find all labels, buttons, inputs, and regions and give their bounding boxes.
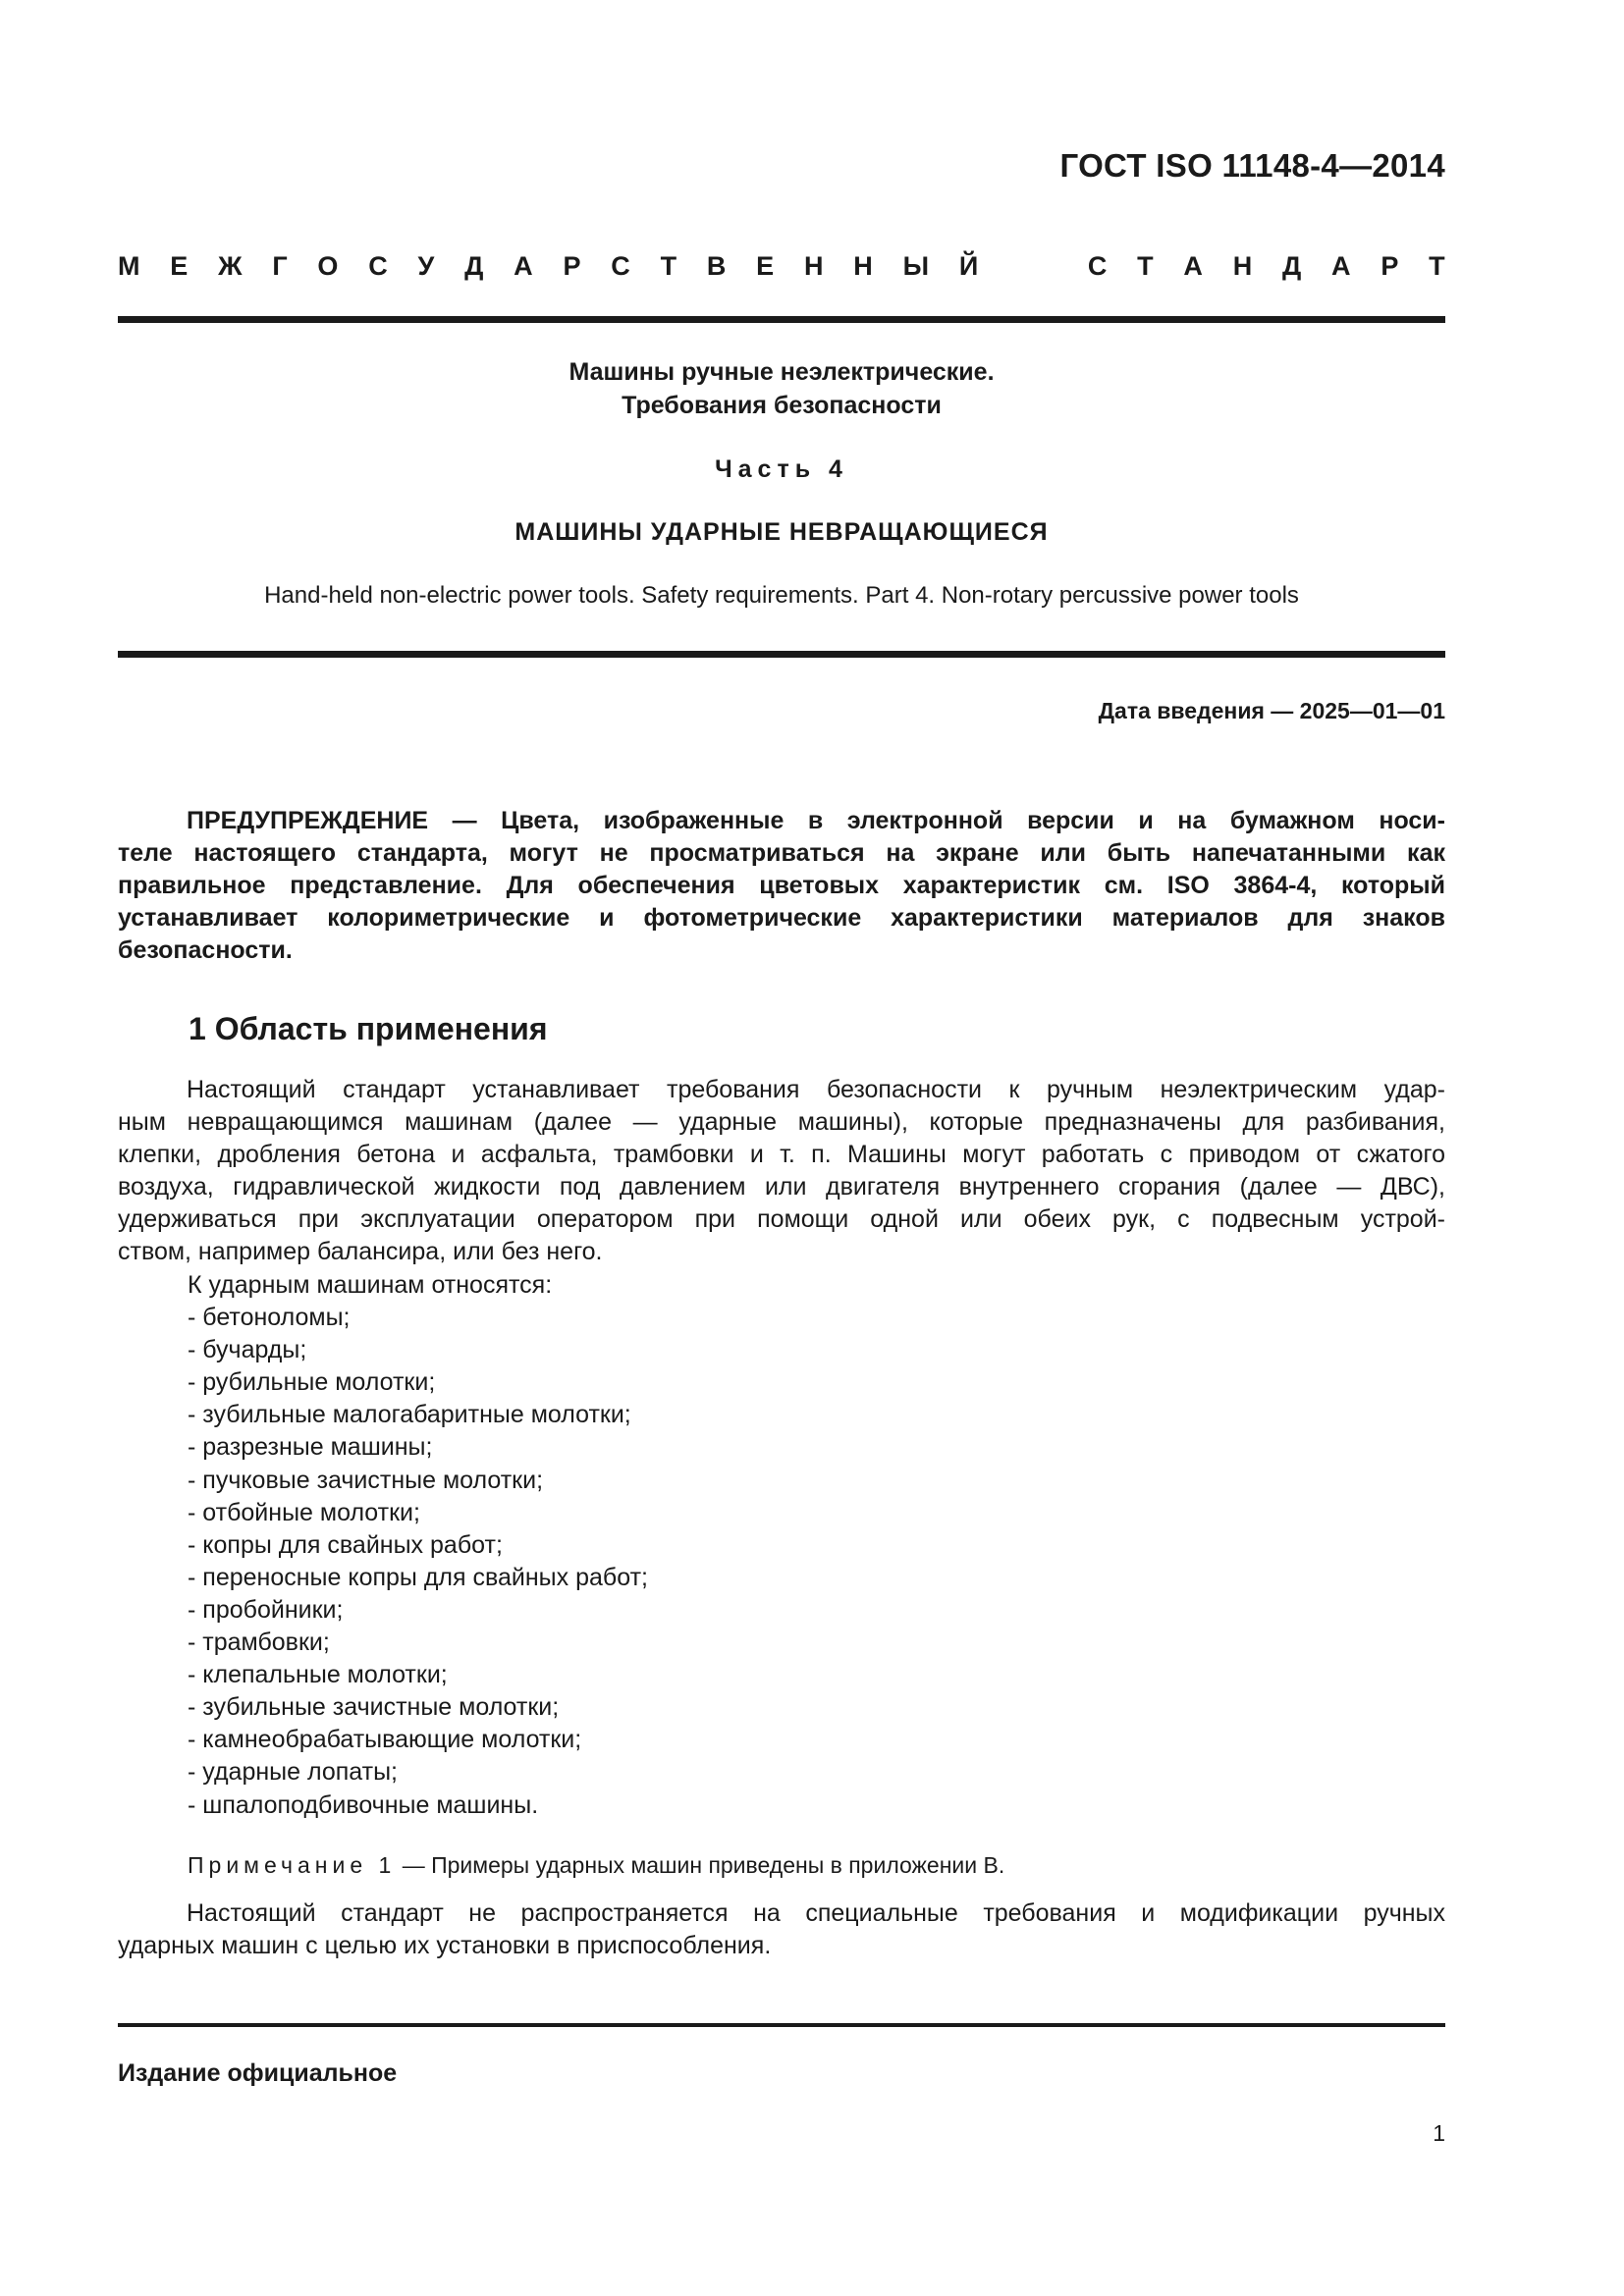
standard-banner bbox=[118, 251, 1445, 282]
scope-line: Настоящий стандарт устанавливает требования безопасности к ручным неэлектрическим удар- bbox=[187, 1076, 1445, 1103]
scope-line: ным невращающимся машинам (далее — ударные машины), которые предназначены для разбивания, bbox=[118, 1108, 1445, 1136]
document-code: ГОСТ ISO 11148-4—2014 bbox=[1059, 147, 1445, 184]
banner-letter: Т bbox=[1429, 251, 1445, 281]
list-item: - трамбовки; bbox=[188, 1627, 648, 1659]
list-item: - пучковые зачистные молотки; bbox=[188, 1465, 648, 1497]
banner-letter: Е bbox=[170, 251, 189, 281]
list-item: - копры для свайных работ; bbox=[188, 1529, 648, 1562]
exclusion-paragraph bbox=[118, 1897, 1445, 1962]
list-item: - зубильные зачистные молотки; bbox=[188, 1691, 648, 1724]
list-item: - пробойники; bbox=[188, 1594, 648, 1627]
page-number: 1 bbox=[1433, 2120, 1445, 2146]
banner-letter: А bbox=[514, 251, 533, 281]
banner-letter: Р bbox=[1380, 251, 1399, 281]
title-rule bbox=[118, 651, 1445, 658]
banner-letter: С bbox=[368, 251, 388, 281]
banner-letter: С bbox=[611, 251, 630, 281]
footer-rule bbox=[118, 2023, 1445, 2027]
title-line-2: Требования безопасности bbox=[622, 392, 942, 419]
banner-letter: Н bbox=[803, 251, 824, 281]
list-item: - зубильные малогабаритные молотки; bbox=[188, 1399, 648, 1431]
banner-letter: Н bbox=[853, 251, 873, 281]
scope-line: воздуха, гидравлической жидкости под давлением или двигателя внутреннего сгорания (далее — ДВС), bbox=[118, 1173, 1445, 1201]
banner-letter: Д bbox=[1282, 251, 1302, 281]
banner-letter: В bbox=[706, 251, 727, 281]
warning-line: ПРЕДУПРЕЖДЕНИЕ — Цвета, изображенные в электронной версии и на бумажном носи- bbox=[187, 807, 1445, 834]
banner-letter: Ы bbox=[902, 251, 930, 281]
note-label: Примечание 1 bbox=[188, 1852, 397, 1878]
title-line-1: Машины ручные неэлектрические. bbox=[568, 358, 995, 386]
scope-line: ством, например балансира, или без него. bbox=[118, 1238, 603, 1265]
banner-letter: Ж bbox=[218, 251, 243, 281]
list-item: - бетоноломы; bbox=[188, 1302, 648, 1334]
banner-gap bbox=[1008, 251, 1057, 282]
scope-line: удерживаться при эксплуатации оператором при помощи одной или обеих рук, с подвесным устрой- bbox=[118, 1205, 1445, 1233]
english-title: Hand-held non-electric power tools. Safety requirements. Part 4. Non-rotary percussive power tools bbox=[264, 582, 1299, 609]
list-item: - рубильные молотки; bbox=[188, 1366, 648, 1399]
warning-line: устанавливает колориметрические и фотометрические характеристики материалов для знаков bbox=[118, 904, 1445, 932]
banner-letter: Р bbox=[563, 251, 581, 281]
note-1 bbox=[188, 1852, 1004, 1879]
banner-letter: С bbox=[1087, 251, 1108, 281]
banner-letter: М bbox=[118, 251, 140, 281]
banner-letter: Е bbox=[756, 251, 775, 281]
banner-letter: Т bbox=[1137, 251, 1154, 281]
machine-list bbox=[188, 1302, 648, 1822]
scope-paragraph bbox=[118, 1074, 1445, 1268]
part-label: Часть 4 bbox=[715, 455, 848, 483]
list-item: - переносные копры для свайных работ; bbox=[188, 1562, 648, 1594]
machine-list-block bbox=[188, 1269, 648, 1822]
exclusion-line: ударных машин с целью их установки в приспособления. bbox=[118, 1932, 772, 1959]
list-item: - бучарды; bbox=[188, 1334, 648, 1366]
part-subtitle: МАШИНЫ УДАРНЫЕ НЕВРАЩАЮЩИЕСЯ bbox=[514, 518, 1049, 546]
list-intro: К ударным машинам относятся: bbox=[188, 1271, 553, 1299]
list-item: - отбойные молотки; bbox=[188, 1497, 648, 1529]
warning-line: теле настоящего стандарта, могут не просматриваться на экране или быть напечатанными как bbox=[118, 839, 1445, 867]
banner-letter: У bbox=[417, 251, 435, 281]
list-item: - ударные лопаты; bbox=[188, 1756, 648, 1789]
exclusion-line: Настоящий стандарт не распространяется на специальные требования и модификации ручных bbox=[187, 1899, 1445, 1927]
official-edition-label: Издание официальное bbox=[118, 2059, 398, 2087]
warning-line: правильное представление. Для обеспечения цветовых характеристик см. ISO 3864-4, который bbox=[118, 872, 1445, 899]
list-item: - шпалоподбивочные машины. bbox=[188, 1789, 648, 1822]
banner-letter: Г bbox=[272, 251, 288, 281]
banner-letter: А bbox=[1331, 251, 1351, 281]
top-rule bbox=[118, 316, 1445, 323]
list-item: - камнеобрабатывающие молотки; bbox=[188, 1724, 648, 1756]
warning-line: безопасности. bbox=[118, 936, 293, 964]
banner-letter: Т bbox=[660, 251, 677, 281]
note-text: — Примеры ударных машин приведены в приложении В. bbox=[396, 1852, 1005, 1878]
banner-letter: Й bbox=[958, 251, 979, 281]
section-heading: 1 Область применения bbox=[189, 1011, 548, 1046]
banner-letter: Н bbox=[1232, 251, 1253, 281]
banner-letter: Д bbox=[464, 251, 484, 281]
warning-paragraph bbox=[118, 805, 1445, 967]
document-title bbox=[118, 355, 1445, 422]
introduction-date: Дата введения — 2025—01—01 bbox=[1098, 698, 1445, 723]
list-item: - разрезные машины; bbox=[188, 1431, 648, 1464]
list-item: - клепальные молотки; bbox=[188, 1659, 648, 1691]
scope-line: клепки, дробления бетона и асфальта, трамбовки и т. п. Машины могут работать с приводом от сжатого bbox=[118, 1141, 1445, 1168]
banner-letter: О bbox=[317, 251, 339, 281]
banner-letter: А bbox=[1183, 251, 1203, 281]
